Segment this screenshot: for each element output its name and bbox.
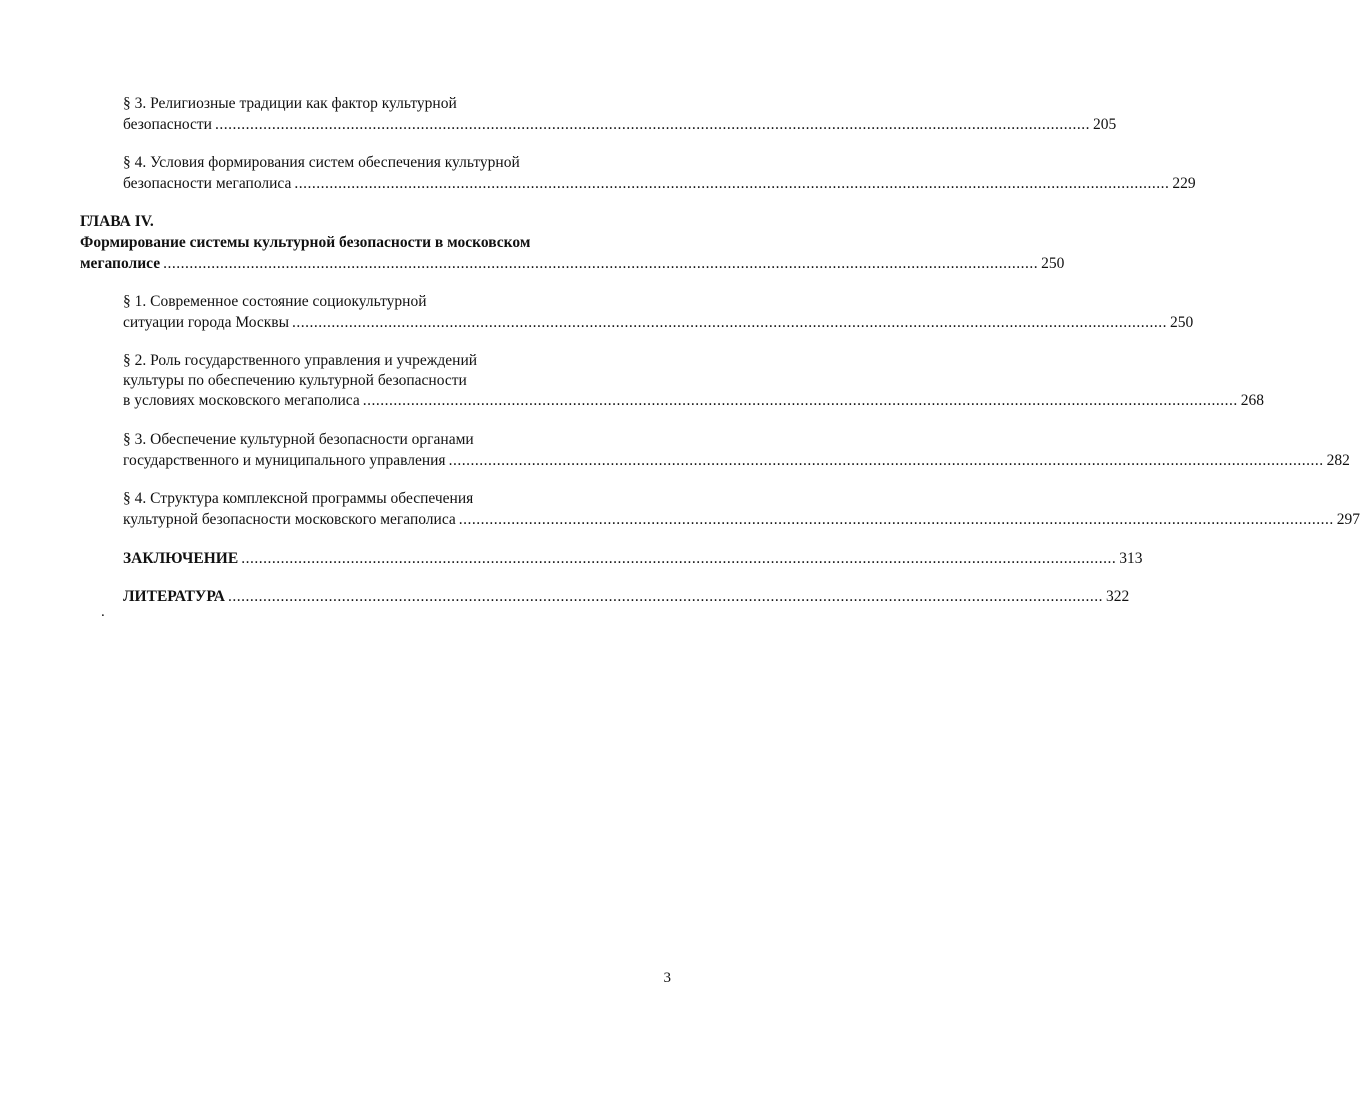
- toc-c4s1-line1: § 1. Современное состояние социокультурной: [123, 293, 427, 310]
- toc-s4-line1: § 4. Условия формирования систем обеспечения культурной: [123, 154, 520, 171]
- toc-c4s3-line2: государственного и муниципального управления: [123, 452, 446, 469]
- toc-s3-entry[interactable]: [123, 115, 1117, 135]
- toc-literature-label: ЛИТЕРАТУРА: [123, 588, 225, 605]
- toc-c4s1-entry[interactable]: [123, 313, 1194, 333]
- toc-c4s4-page: 297: [1336, 511, 1360, 528]
- toc-c4s2-entry[interactable]: [123, 391, 1264, 411]
- toc-c4s4-line1: § 4. Структура комплексной программы обеспечения: [123, 490, 474, 507]
- dot-leader: ........................................................................................................................................................................................................: [241, 550, 1117, 567]
- toc-s4-entry[interactable]: [123, 174, 1196, 194]
- toc-c4s3-entry[interactable]: [123, 451, 1350, 471]
- toc-c4s2-line3: в условиях московского мегаполиса: [123, 392, 360, 409]
- stray-mark: .: [101, 604, 105, 620]
- toc-literature-entry[interactable]: [123, 587, 1130, 607]
- toc-conclusion-entry[interactable]: [123, 549, 1143, 569]
- dot-leader: ........................................................................................................................................................................................................: [362, 392, 1238, 409]
- chapter-4-page: 250: [1041, 255, 1065, 272]
- dot-leader: ........................................................................................................................................................................................................: [214, 116, 1090, 133]
- toc-s4-page: 229: [1172, 175, 1196, 192]
- dot-leader: ........................................................................................................................................................................................................: [228, 588, 1103, 605]
- toc-c4s2-line2: культуры по обеспечению культурной безопасности: [123, 372, 467, 389]
- dot-leader: ........................................................................................................................................................................................................: [294, 175, 1170, 192]
- toc-c4s2-page: 268: [1240, 392, 1264, 409]
- toc-c4s4-line2: культурной безопасности московского мегаполиса: [123, 511, 456, 528]
- page-number: 3: [663, 970, 671, 986]
- toc-s3-page: 205: [1092, 116, 1117, 133]
- chapter-4-title-line2: мегаполисе: [80, 255, 161, 272]
- chapter-4-heading: ГЛАВА IV.: [80, 213, 154, 230]
- toc-c4s1-page: 250: [1170, 314, 1194, 331]
- toc-c4s3-page: 282: [1326, 452, 1350, 469]
- toc-s4-line2: безопасности мегаполиса: [123, 175, 292, 192]
- toc-literature-page: 322: [1106, 588, 1130, 605]
- toc-conclusion-label: ЗАКЛЮЧЕНИЕ: [123, 550, 239, 567]
- toc-c4s3-line1: § 3. Обеспечение культурной безопасности органами: [123, 431, 474, 448]
- toc-c4s4-entry[interactable]: [123, 510, 1360, 530]
- dot-leader: ........................................................................................................................................................................................................: [448, 452, 1324, 469]
- chapter-4-title-line1: Формирование системы культурной безопасности в московском: [80, 234, 531, 251]
- toc-c4s1-line2: ситуации города Москвы: [123, 314, 290, 331]
- toc-conclusion-page: 313: [1119, 550, 1143, 567]
- toc-s3-line2: безопасности: [123, 116, 212, 133]
- dot-leader: ........................................................................................................................................................................................................: [292, 314, 1168, 331]
- toc-s3-line1: § 3. Религиозные традиции как фактор культурной: [123, 95, 457, 112]
- dot-leader: ........................................................................................................................................................................................................: [458, 511, 1334, 528]
- dot-leader: ........................................................................................................................................................................................................: [163, 255, 1039, 272]
- chapter-4-entry[interactable]: [80, 254, 1065, 274]
- toc-c4s2-line1: § 2. Роль государственного управления и учреждений: [123, 352, 478, 369]
